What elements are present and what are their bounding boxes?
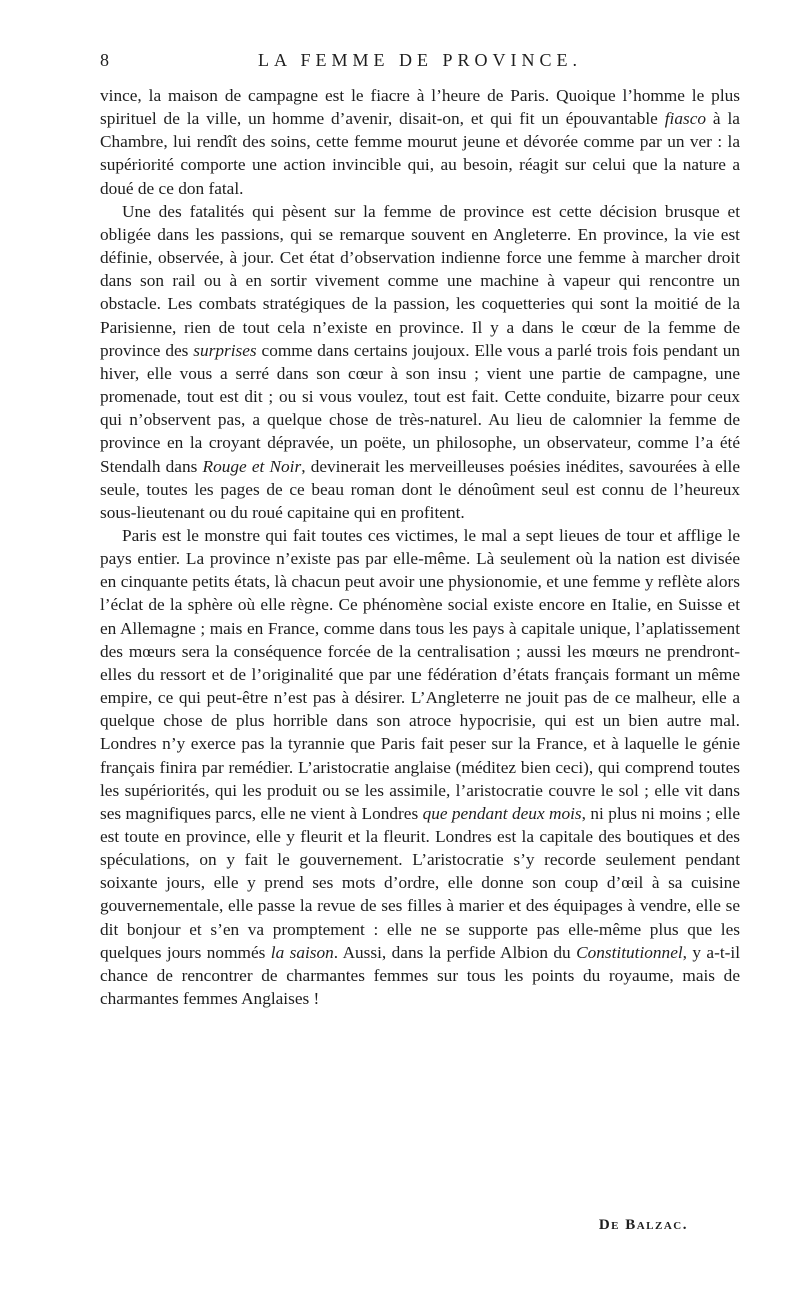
italic-phrase: fiasco [664, 109, 707, 129]
paragraph-3 [100, 524, 740, 1010]
text-run: Une des fatalités qui pèsent sur la femme de province est cette décision brusque et obligée dans les passions, qui se remarque souvent en Angleterre. En province, la vie est définie, observée, à jour. Cet état d’observation indienne force une femme à marcher droit dans son rail ou à en sortir vivement comme une machine à vapeur qui rencontre un obstacle. Les combats stratégiques de la passion, les coquetteries qui sont la moitié de la Parisienne, rien de tout cela n’existe en province. Il y a dans le cœur de la femme de province des [100, 201, 740, 360]
body-text [100, 84, 740, 1010]
text-run: vince, la maison de campagne est le fiacre à l’heure de Paris. Quoique l’homme le plus spirituel de la ville, un homme d’avenir, disait-on, et qui fit un épouvantable [100, 86, 740, 129]
italic-phrase: Rouge et Noir [202, 456, 302, 476]
italic-phrase: surprises [193, 340, 257, 360]
page-number: 8 [100, 50, 110, 70]
italic-phrase: la saison [270, 942, 334, 962]
running-head [100, 50, 740, 80]
text-run: , devinerait les merveilleuses poésies inédites, savourées à elle seule, toutes les pages de ce beau roman dont le dénoûment seul est connu de l’heureux sous-lieutenant ou du roué capitaine qui en profitent. [100, 456, 740, 522]
text-run: . Aussi, dans la perfide Albion du [333, 942, 577, 962]
running-title: LA FEMME DE PROVINCE. [257, 50, 582, 70]
text-run: Paris est le monstre qui fait toutes ces victimes, le mal a sept lieues de tour et afflige le pays entier. La province n’existe pas par elle-même. Là seulement où la nation est divisée en cinquante petits états, là chacun peut avoir une physionomie, et une femme y reflète alors l’éclat de la sphère où elle règne. Ce phénomène social existe encore en Italie, en Suisse et en Allemagne ; mais en France, comme dans tous les pays à capitale unique, l’aplatissement des mœurs sera la conséquence forcée de la centralisation ; aussi les mœurs ne prendront-elles du ressort et de l’originalité que par une fédération d’états français formant un même empire, ce qui peut-être n’est pas à désirer. L’Angleterre ne jouit pas de ce malheur, elle a quelque chose de plus horrible dans son atroce hypocrisie, qui est un bien autre mal. Londres n’y exerce pas la tyrannie que Paris fait peser sur la France, et à laquelle le génie français finira par remédier. L’aristocratie anglaise (méditez bien ceci), qui comprend toutes les supériorités, qui les produit ou se les assimile, l’aristocratie couvre le sol ; elle vit dans ses magnifiques parcs, elle ne vient à Londres [100, 525, 740, 823]
italic-phrase: Constitutionnel [576, 942, 683, 962]
text-run: , ni plus ni moins ; elle est toute en province, elle y fleurit et la fleurit. Londres est la capitale des boutiques et des spéculations, on y fait le gouvernement. L’aristocratie s’y recorde seulement pendant soixante jours, elle y prend ses mots d’ordre, elle donne son coup d’œil à sa cuisine gouvernementale, elle passe la revue de ses filles à marier et des équipages à vendre, elle se dit bonjour et s’en va promptement : elle ne se supporte pas elle-même plus que les quelques jours nommés [100, 803, 741, 962]
paragraph-1 [100, 84, 740, 200]
italic-phrase: que pendant deux mois [422, 803, 582, 823]
text-run: comme dans certains joujoux. Elle vous a parlé trois fois pendant un hiver, elle vous a serré dans son cœur à son insu ; vient une partie de campagne, une promenade, tout est dit ; ou si vous voulez, tout est fait. Cette conduite, bizarre pour ceux qui n’observent pas, a quelque chose de très-naturel. Au lieu de calomnier la femme de province en la croyant dépravée, un poëte, un philosophe, un observateur, comme l’a été Stendalh dans [100, 340, 740, 476]
paragraph-2 [100, 200, 740, 524]
text-run: à la Chambre, lui rendît des soins, cette femme mourut jeune et dévorée comme par un ver : la supériorité comporte une action invincible qui, au besoin, réagit sur celui que la nature a doué de ce don fatal. [100, 109, 740, 198]
text-run: , y a-t-il chance de rencontrer de charmantes femmes sur tous les points du royaume, mais de charmantes femmes Anglaises ! [100, 942, 741, 1009]
author-signature: De Balzac. [598, 1217, 688, 1233]
